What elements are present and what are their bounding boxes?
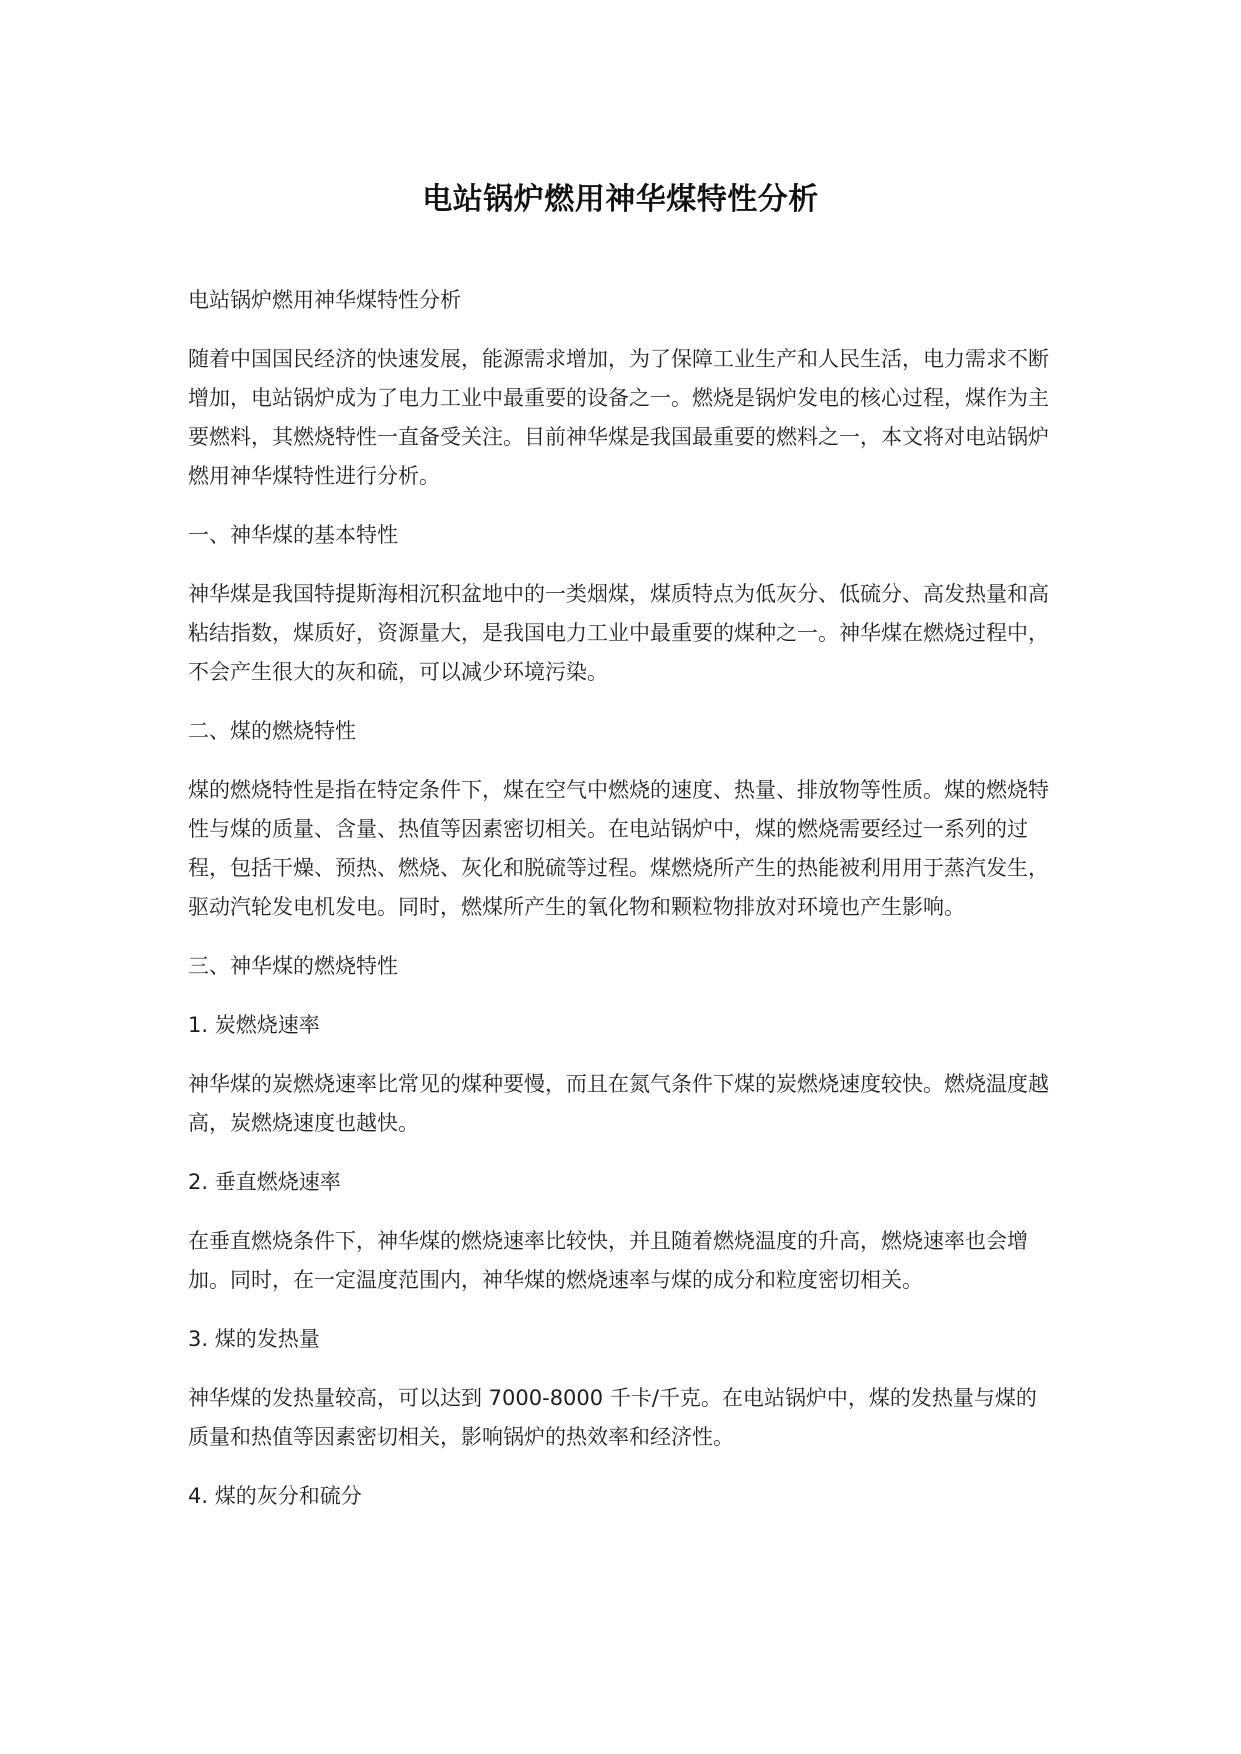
section-heading-3: 三、神华煤的燃烧特性 xyxy=(188,954,398,978)
subheading-1: 1. 炭燃烧速率 xyxy=(188,1013,320,1037)
document-title: 电站锅炉燃用神华煤特性分析 xyxy=(422,182,819,217)
subheading-3: 3. 煤的发热量 xyxy=(188,1327,320,1351)
subsection-2-paragraph: 在垂直燃烧条件下，神华煤的燃烧速率比较快，并且随着燃烧温度的升高，燃烧速率也会增加。同时，在一定温度范围内，神华煤的燃烧速率与煤的成分和粒度密切相关。 xyxy=(188,1229,1028,1292)
subsection-3-paragraph: 神华煤的发热量较高，可以达到 7000-8000 千卡/千克。在电站锅炉中，煤的发热量与煤的质量和热值等因素密切相关，影响锅炉的热效率和经济性。 xyxy=(188,1386,1037,1449)
subsection-1-paragraph: 神华煤的炭燃烧速率比常见的煤种要慢，而且在氮气条件下煤的炭燃烧速度较快。燃烧温度越高，炭燃烧速度也越快。 xyxy=(188,1072,1049,1135)
subheading-4: 4. 煤的灰分和硫分 xyxy=(188,1484,362,1508)
section-heading-1: 一、神华煤的基本特性 xyxy=(188,523,398,547)
subheading-2: 2. 垂直燃烧速率 xyxy=(188,1170,341,1194)
subtitle-paragraph: 电站锅炉燃用神华煤特性分析 xyxy=(188,288,461,312)
intro-paragraph: 随着中国国民经济的快速发展，能源需求增加，为了保障工业生产和人民生活，电力需求不断增加，电站锅炉成为了电力工业中最重要的设备之一。燃烧是锅炉发电的核心过程，煤作为主要燃料，其燃烧特性一直备受关注。目前神华煤是我国最重要的燃料之一，本文将对电站锅炉燃用神华煤特性进行分析。 xyxy=(188,347,1049,488)
section-2-paragraph: 煤的燃烧特性是指在特定条件下，煤在空气中燃烧的速度、热量、排放物等性质。煤的燃烧特性与煤的质量、含量、热值等因素密切相关。在电站锅炉中，煤的燃烧需要经过一系列的过程，包括干燥、预热、燃烧、灰化和脱硫等过程。煤燃烧所产生的热能被利用用于蒸汽发生，驱动汽轮发电机发电。同时，燃煤所产生的氧化物和颗粒物排放对环境也产生影响。 xyxy=(188,778,1049,919)
document-body xyxy=(188,281,1054,1536)
section-heading-2: 二、煤的燃烧特性 xyxy=(188,719,356,743)
section-1-paragraph: 神华煤是我国特提斯海相沉积盆地中的一类烟煤，煤质特点为低灰分、低硫分、高发热量和高粘结指数，煤质好，资源量大，是我国电力工业中最重要的煤种之一。神华煤在燃烧过程中，不会产生很大的灰和硫，可以减少环境污染。 xyxy=(188,582,1049,684)
